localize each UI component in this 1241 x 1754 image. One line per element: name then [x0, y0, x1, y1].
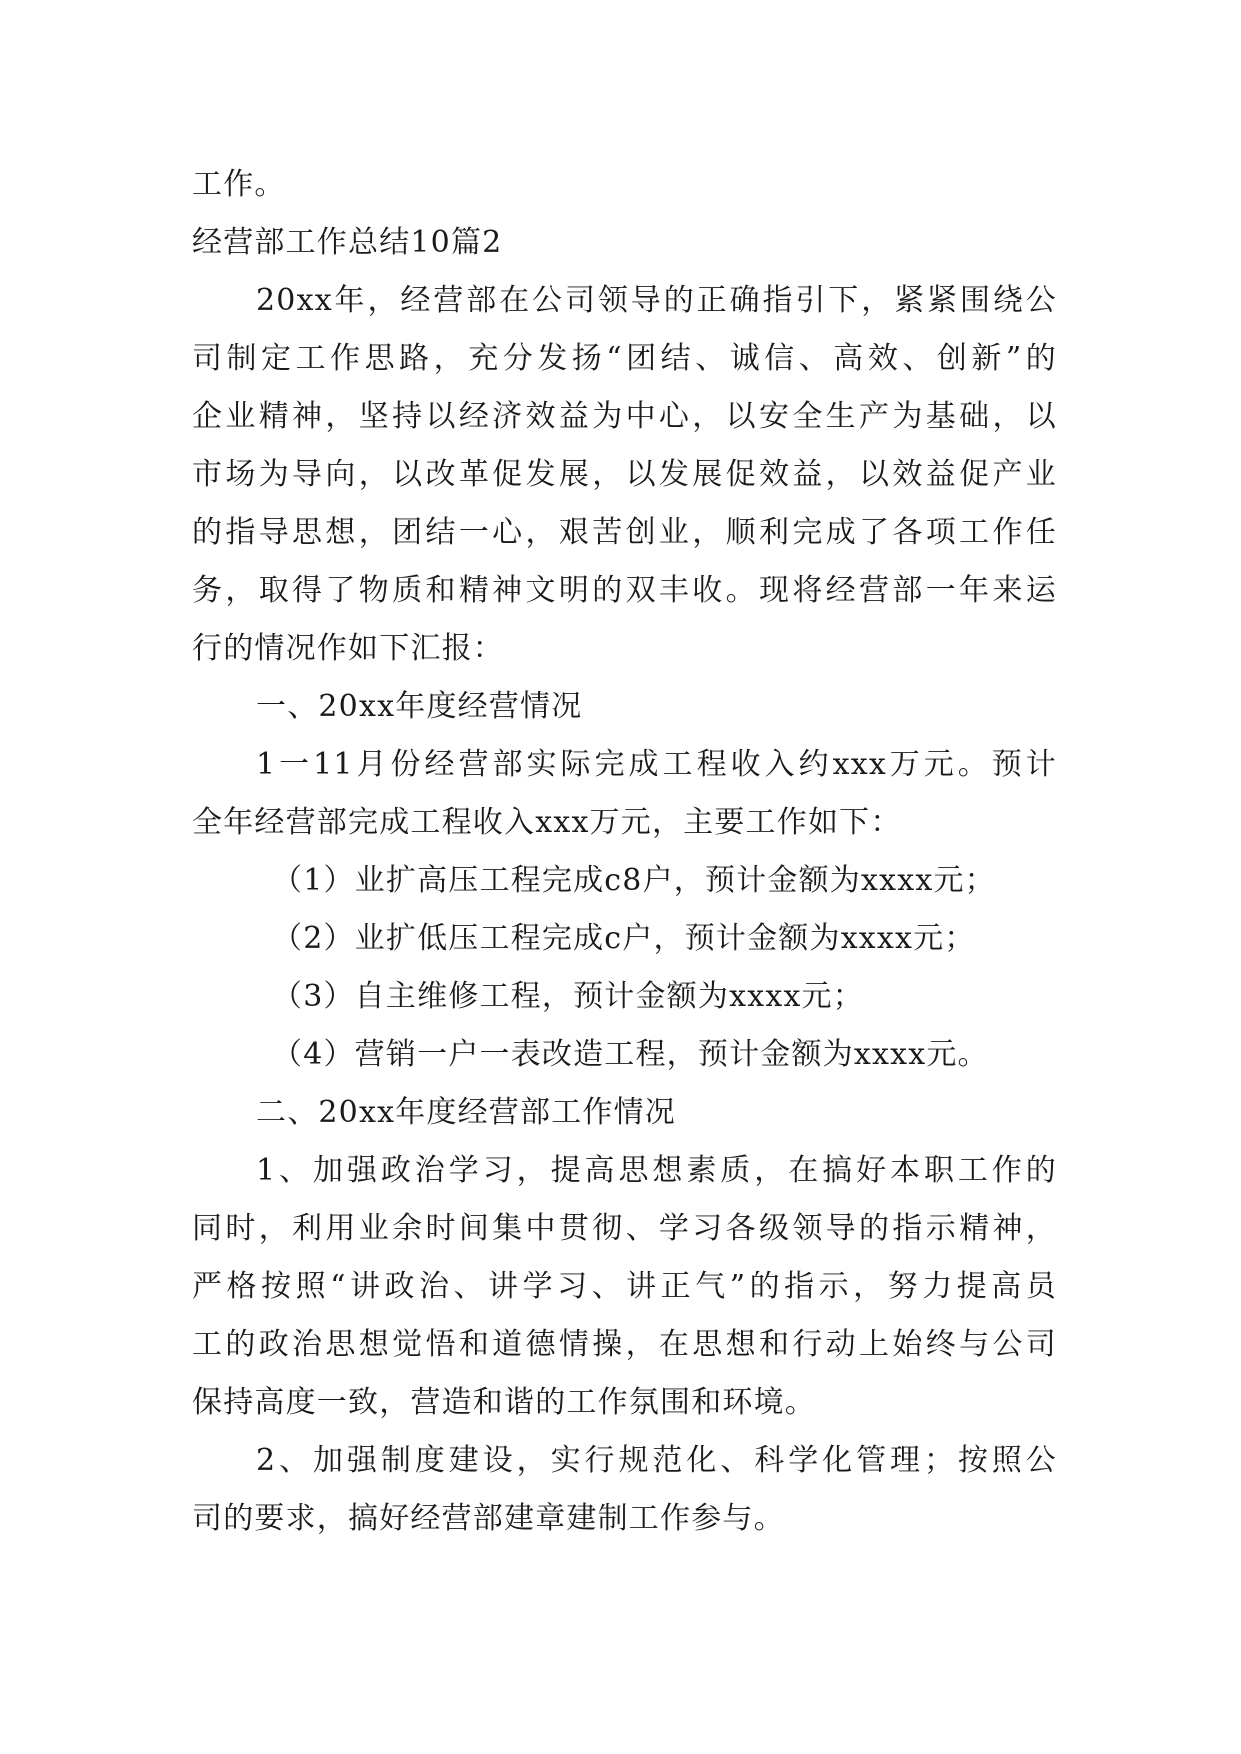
paragraph-line: 司的要求，搞好经营部建章建制工作参与。	[192, 1501, 785, 1536]
paragraph-line: 工的政治思想觉悟和道德情操，在思想和行动上始终与公司	[192, 1327, 1057, 1362]
paragraph-line: 1、加强政治学习，提高思想素质，在搞好本职工作的	[256, 1153, 1057, 1188]
paragraph-line: 20xx年，经营部在公司领导的正确指引下，紧紧围绕公	[256, 283, 1057, 318]
list-item: （2）业扩低压工程完成c户，预计金额为xxxx元；	[272, 921, 976, 956]
paragraph-line: 的指导思想，团结一心，艰苦创业，顺利完成了各项工作任	[192, 515, 1057, 550]
paragraph-line: 全年经营部完成工程收入xxx万元，主要工作如下：	[192, 805, 902, 840]
paragraph-line: 同时，利用业余时间集中贯彻、学习各级领导的指示精神，	[192, 1211, 1057, 1246]
paragraph-line: 行的情况作如下汇报：	[192, 631, 504, 666]
paragraph-line: 1一11月份经营部实际完成工程收入约xxx万元。预计	[256, 747, 1057, 782]
paragraph-line: 保持高度一致，营造和谐的工作氛围和环境。	[192, 1385, 816, 1420]
text-line: 工作。	[192, 167, 286, 202]
list-item: （1）业扩高压工程完成c8户，预计金额为xxxx元；	[272, 863, 996, 898]
list-item: （4）营销一户一表改造工程，预计金额为xxxx元。	[272, 1037, 989, 1072]
paragraph-line: 市场为导向，以改革促发展，以发展促效益，以效益促产业	[192, 457, 1057, 492]
section-heading: 经营部工作总结10篇2	[192, 225, 503, 260]
document-body	[192, 156, 1057, 1548]
subheading: 一、20xx年度经营情况	[256, 689, 583, 724]
subheading: 二、20xx年度经营部工作情况	[256, 1095, 677, 1130]
paragraph-line: 严格按照“讲政治、讲学习、讲正气”的指示，努力提高员	[192, 1269, 1057, 1304]
paragraph-line: 务，取得了物质和精神文明的双丰收。现将经营部一年来运	[192, 573, 1057, 608]
list-item: （3）自主维修工程，预计金额为xxxx元；	[272, 979, 864, 1014]
paragraph-line: 2、加强制度建设，实行规范化、科学化管理；按照公	[256, 1443, 1057, 1478]
paragraph-line: 司制定工作思路，充分发扬“团结、诚信、高效、创新”的	[192, 341, 1057, 376]
paragraph-line: 企业精神，坚持以经济效益为中心，以安全生产为基础，以	[192, 399, 1057, 434]
